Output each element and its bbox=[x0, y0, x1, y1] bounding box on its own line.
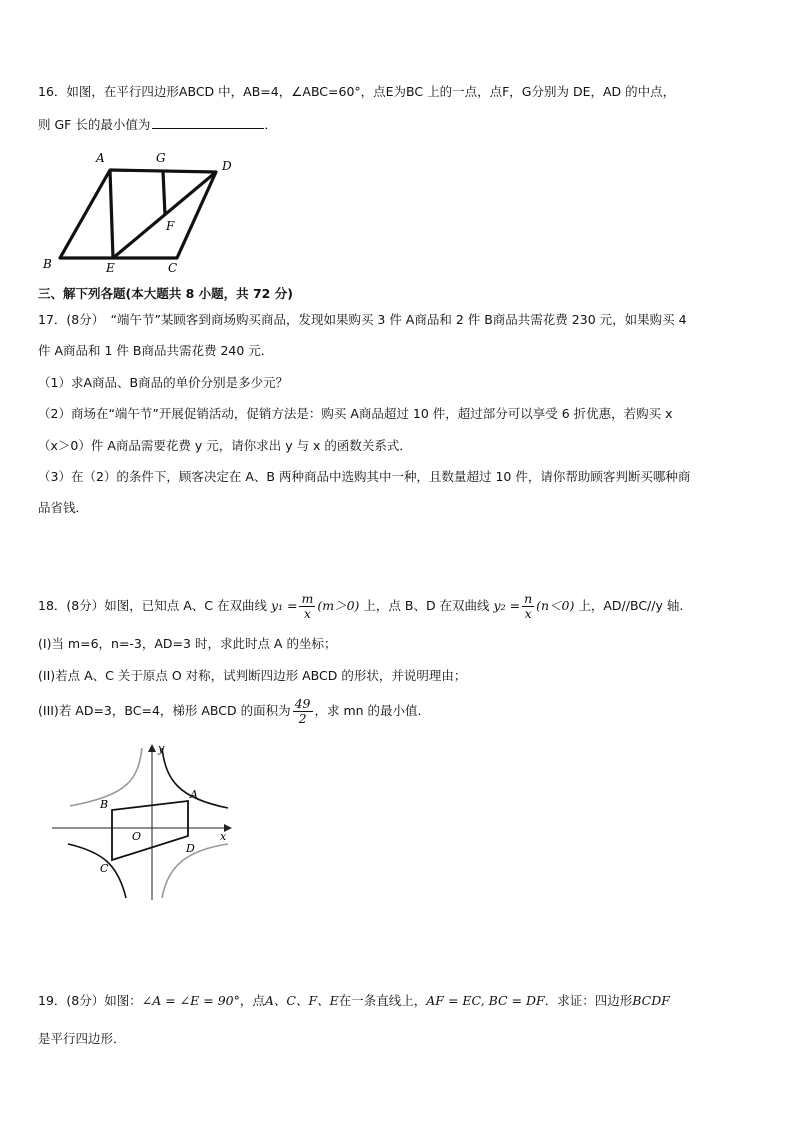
curve-n-quadrant4 bbox=[162, 844, 228, 898]
segment-gf bbox=[163, 171, 165, 215]
q19-text-c: 在一条直线上， bbox=[338, 993, 427, 1008]
q19-segment-equation: AF = EC, BC = DF bbox=[426, 993, 545, 1008]
y1-denominator: x bbox=[303, 606, 311, 621]
area-fraction bbox=[293, 697, 313, 726]
y1-condition: (m＞0) bbox=[317, 598, 360, 613]
q17-part3-line1: （3）在（2）的条件下，顾客决定在 A、B 两种商品中选购其中一种，且数量超过 10 件，请你帮助顾客判断买哪种商 bbox=[38, 469, 691, 484]
q17-part1: （1）求A商品、B商品的单价分别是多少元？ bbox=[38, 375, 289, 390]
q17-part2-line2: （x＞0）件 A商品需要花费 y 元，请你求出 y 与 x 的函数关系式． bbox=[38, 438, 412, 453]
curve-m-quadrant3 bbox=[68, 844, 126, 898]
q17-part2-line1: （2）商场在“端午节”开展促销活动，促销方法是：购买 A商品超过 10 件，超过部分可以享受 6 折优惠，若购买 x bbox=[38, 406, 673, 421]
q18-text-a: 18．(8分）如图，已知点 A、C 在双曲线 bbox=[38, 598, 267, 613]
label-e: E bbox=[106, 261, 115, 275]
q18-text-b: 上，点 B、D 在双曲线 bbox=[363, 598, 490, 613]
q18-part3-text-a: (III)若 AD=3，BC=4，梯形 ABCD 的面积为 bbox=[38, 703, 291, 718]
q19-points: A、C、F、E bbox=[264, 993, 339, 1008]
answer-blank bbox=[152, 116, 264, 129]
label-o: O bbox=[132, 830, 142, 843]
q17-line1: 17．(8分） “端午节”某顾客到商场购买商品，发现如果购买 3 件 A商品和 2 件 B商品共需花费 230 元，如果购买 4 bbox=[38, 312, 687, 327]
q18-part3-text-b: ，求 mn 的最小值. bbox=[314, 703, 422, 718]
label-d: D bbox=[186, 842, 195, 855]
label-d: D bbox=[222, 159, 232, 173]
label-c: C bbox=[168, 261, 178, 275]
q18-hyperbola-figure bbox=[48, 740, 238, 905]
label-g: G bbox=[156, 151, 166, 165]
q16-parallelogram-figure bbox=[38, 148, 248, 278]
q18-part2: (II)若点 A、C 关于原点 O 对称，试判断四边形 ABCD 的形状，并说明理由； bbox=[38, 668, 467, 683]
q16-line2-end: ． bbox=[264, 117, 277, 132]
label-b: B bbox=[100, 798, 109, 811]
q19-line1 bbox=[38, 992, 670, 1010]
y2-denominator: x bbox=[524, 606, 532, 621]
q18-text-c: 上，AD//BC//y 轴. bbox=[578, 598, 684, 613]
parallelogram-abcd bbox=[60, 170, 216, 258]
q17-part3-line2: 品省钱． bbox=[38, 500, 89, 515]
q19-angle-equation: ∠A = ∠E = 90° bbox=[141, 993, 240, 1008]
area-numerator: 49 bbox=[294, 696, 311, 711]
q18-part3 bbox=[38, 695, 422, 727]
segment-ae bbox=[110, 170, 113, 258]
y1-numerator: m bbox=[301, 591, 314, 606]
q16-line2 bbox=[38, 116, 277, 134]
q18-line1 bbox=[38, 591, 683, 621]
q16-line1: 16．如图，在平行四边形ABCD 中，AB=4，∠ABC=60°，点E为BC 上的一点，点F，G分别为 DE，AD 的中点， bbox=[38, 84, 676, 99]
area-denominator: 2 bbox=[298, 711, 307, 726]
q19-quadrilateral: BCDF bbox=[632, 993, 670, 1008]
q16-line2-text: 则 GF 长的最小值为 bbox=[38, 117, 151, 132]
q19-text-d: ．求证：四边形 bbox=[544, 993, 633, 1008]
y1-lhs: y₁ = bbox=[270, 598, 298, 613]
q17-line2: 件 A商品和 1 件 B商品共需花费 240 元． bbox=[38, 343, 274, 358]
y2-condition: (n＜0) bbox=[536, 598, 575, 613]
section-3-heading: 三、解下列各题(本大题共 8 小题，共 72 分) bbox=[38, 286, 293, 301]
label-b: B bbox=[43, 257, 52, 271]
label-c: C bbox=[100, 862, 109, 875]
label-y: y bbox=[158, 742, 165, 755]
q19-text-b: ，点 bbox=[239, 993, 265, 1008]
label-f: F bbox=[166, 219, 175, 233]
quadrilateral-abcd bbox=[112, 801, 188, 860]
q19-text-a: 19．(8分）如图： bbox=[38, 993, 142, 1008]
y-axis-arrow bbox=[148, 744, 156, 752]
y1-fraction bbox=[299, 592, 315, 621]
y2-lhs: y₂ = bbox=[493, 598, 521, 613]
label-x: x bbox=[220, 830, 227, 843]
y2-numerator: n bbox=[524, 591, 533, 606]
q19-line2: 是平行四边形． bbox=[38, 1031, 126, 1046]
q18-part1: (I)当 m=6，n=-3，AD=3 时，求此时点 A 的坐标； bbox=[38, 636, 337, 651]
label-a: A bbox=[190, 788, 198, 801]
label-a: A bbox=[96, 151, 105, 165]
y2-fraction bbox=[522, 592, 534, 621]
